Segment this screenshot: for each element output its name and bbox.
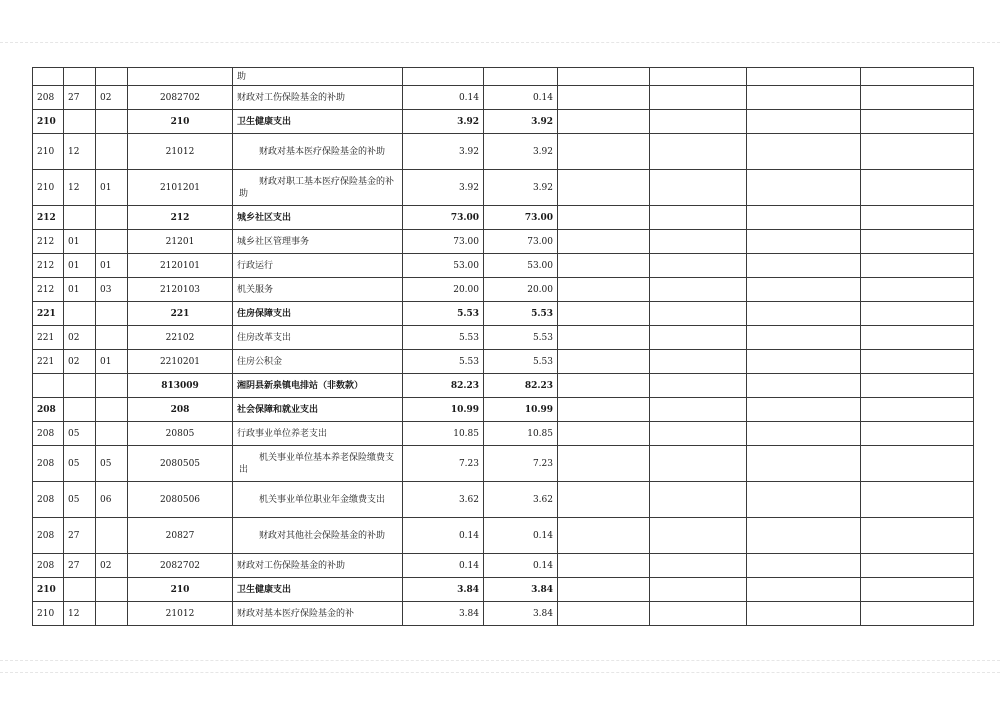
total-amount-cell: 7.23 [403,446,484,482]
empty-cell [650,278,747,302]
total-amount-cell: 53.00 [403,254,484,278]
item-code-cell: 01 [96,350,128,374]
item-code-cell: 03 [96,278,128,302]
subject-code-cell: 212 [128,206,233,230]
table-body [33,68,974,626]
empty-cell [650,110,747,134]
empty-cell [650,374,747,398]
empty-cell [558,302,650,326]
subject-name-cell: 财政对工伤保险基金的补助 [233,86,403,110]
subject-code-cell: 2120103 [128,278,233,302]
subject-name-cell: 城乡社区支出 [233,206,403,230]
empty-cell [558,422,650,446]
empty-cell [747,350,861,374]
empty-cell [861,86,974,110]
section-code-cell: 12 [64,170,96,206]
basic-expenditure-cell: 3.92 [484,170,558,206]
table-row [33,302,974,326]
class-code-cell: 210 [33,578,64,602]
empty-cell [558,134,650,170]
subject-code-cell: 21012 [128,602,233,626]
empty-cell [650,446,747,482]
subject-code-cell: 20805 [128,422,233,446]
empty-cell [747,230,861,254]
section-code-cell [64,206,96,230]
empty-cell [650,602,747,626]
subject-name-cell: 城乡社区管理事务 [233,230,403,254]
empty-cell [558,206,650,230]
item-code-cell: 02 [96,86,128,110]
item-code-cell [96,134,128,170]
empty-cell [861,398,974,422]
subject-name-cell: 住房公积金 [233,350,403,374]
table-row [33,326,974,350]
subject-code-cell: 2120101 [128,254,233,278]
empty-cell [861,446,974,482]
subject-name-cell: 卫生健康支出 [233,578,403,602]
subject-name-cell: 财政对职工基本医疗保险基金的补助 [233,170,403,206]
basic-expenditure-cell: 5.53 [484,326,558,350]
section-code-cell: 12 [64,134,96,170]
item-code-cell [96,206,128,230]
basic-expenditure-cell: 82.23 [484,374,558,398]
empty-cell [650,254,747,278]
empty-cell [558,578,650,602]
section-code-cell [64,374,96,398]
basic-expenditure-cell: 5.53 [484,302,558,326]
total-amount-cell: 3.92 [403,110,484,134]
subject-code-cell: 2101201 [128,170,233,206]
empty-cell [861,602,974,626]
table-row [33,518,974,554]
empty-cell [558,254,650,278]
class-code-cell: 208 [33,554,64,578]
section-code-cell: 27 [64,554,96,578]
subject-code-cell: 20827 [128,518,233,554]
empty-cell [747,602,861,626]
empty-cell [747,278,861,302]
class-code-cell: 208 [33,86,64,110]
empty-cell [650,230,747,254]
class-code-cell: 210 [33,110,64,134]
empty-cell [747,554,861,578]
empty-cell [558,326,650,350]
item-code-cell [96,302,128,326]
empty-cell [747,254,861,278]
class-code-cell: 212 [33,206,64,230]
subject-code-cell: 2082702 [128,554,233,578]
total-amount-cell: 0.14 [403,86,484,110]
empty-cell [558,350,650,374]
basic-expenditure-cell: 3.92 [484,110,558,134]
total-amount-cell: 73.00 [403,206,484,230]
empty-cell [747,326,861,350]
empty-cell [558,374,650,398]
section-code-cell: 02 [64,326,96,350]
empty-cell [650,170,747,206]
section-code-cell: 27 [64,518,96,554]
table-row [33,230,974,254]
scan-artifact-bottom-2 [0,672,1000,673]
basic-expenditure-cell: 3.84 [484,602,558,626]
empty-cell [650,302,747,326]
class-code-cell: 208 [33,398,64,422]
subject-code-cell: 221 [128,302,233,326]
table-row [33,254,974,278]
subject-code-cell: 210 [128,578,233,602]
table-row [33,170,974,206]
empty-cell [558,554,650,578]
table-row [33,350,974,374]
basic-expenditure-cell: 73.00 [484,230,558,254]
table-row [33,206,974,230]
item-code-cell [96,110,128,134]
class-code-cell: 210 [33,134,64,170]
total-amount-cell: 5.53 [403,326,484,350]
basic-expenditure-cell: 20.00 [484,278,558,302]
section-code-cell [64,302,96,326]
empty-cell [747,374,861,398]
empty-cell [861,110,974,134]
table-row [33,446,974,482]
item-code-cell [96,68,128,86]
empty-cell [861,350,974,374]
total-amount-cell [403,68,484,86]
total-amount-cell: 3.92 [403,134,484,170]
class-code-cell [33,68,64,86]
empty-cell [558,278,650,302]
total-amount-cell: 73.00 [403,230,484,254]
subject-name-cell: 机关服务 [233,278,403,302]
empty-cell [861,482,974,518]
class-code-cell: 210 [33,602,64,626]
empty-cell [861,230,974,254]
empty-cell [861,326,974,350]
class-code-cell: 208 [33,446,64,482]
empty-cell [650,422,747,446]
scan-artifact-bottom [0,660,1000,661]
basic-expenditure-cell: 3.62 [484,482,558,518]
empty-cell [558,446,650,482]
section-code-cell: 05 [64,446,96,482]
subject-name-cell: 行政运行 [233,254,403,278]
table-row [33,602,974,626]
empty-cell [747,110,861,134]
basic-expenditure-cell: 73.00 [484,206,558,230]
empty-cell [747,206,861,230]
subject-name-cell: 住房改革支出 [233,326,403,350]
item-code-cell [96,374,128,398]
empty-cell [558,86,650,110]
total-amount-cell: 5.53 [403,350,484,374]
empty-cell [861,302,974,326]
class-code-cell: 212 [33,230,64,254]
section-code-cell: 05 [64,422,96,446]
subject-name-cell: 湘阴县新泉镇电排站（非数款） [233,374,403,398]
table-row [33,68,974,86]
empty-cell [558,398,650,422]
class-code-cell: 212 [33,278,64,302]
table-row [33,278,974,302]
empty-cell [747,134,861,170]
basic-expenditure-cell: 0.14 [484,518,558,554]
basic-expenditure-cell: 3.84 [484,578,558,602]
table-row [33,482,974,518]
basic-expenditure-cell: 10.85 [484,422,558,446]
table-row [33,86,974,110]
total-amount-cell: 20.00 [403,278,484,302]
subject-name-cell: 财政对基本医疗保险基金的补 [233,602,403,626]
class-code-cell: 212 [33,254,64,278]
empty-cell [650,350,747,374]
subject-code-cell: 21201 [128,230,233,254]
total-amount-cell: 0.14 [403,518,484,554]
empty-cell [558,602,650,626]
basic-expenditure-cell: 0.14 [484,554,558,578]
empty-cell [747,446,861,482]
scan-artifact-top [0,42,1000,43]
empty-cell [650,578,747,602]
empty-cell [558,482,650,518]
section-code-cell [64,578,96,602]
subject-name-cell: 财政对工伤保险基金的补助 [233,554,403,578]
empty-cell [861,278,974,302]
subject-code-cell: 22102 [128,326,233,350]
empty-cell [650,86,747,110]
empty-cell [747,68,861,86]
section-code-cell: 01 [64,254,96,278]
empty-cell [861,554,974,578]
class-code-cell: 221 [33,302,64,326]
empty-cell [747,482,861,518]
section-code-cell: 27 [64,86,96,110]
basic-expenditure-cell: 53.00 [484,254,558,278]
item-code-cell [96,518,128,554]
item-code-cell: 06 [96,482,128,518]
empty-cell [558,230,650,254]
section-code-cell: 01 [64,230,96,254]
item-code-cell [96,230,128,254]
empty-cell [747,398,861,422]
subject-code-cell: 2082702 [128,86,233,110]
total-amount-cell: 3.84 [403,578,484,602]
class-code-cell: 208 [33,482,64,518]
total-amount-cell: 10.85 [403,422,484,446]
item-code-cell: 01 [96,254,128,278]
total-amount-cell: 0.14 [403,554,484,578]
subject-code-cell: 2080506 [128,482,233,518]
empty-cell [650,398,747,422]
empty-cell [650,554,747,578]
subject-code-cell: 208 [128,398,233,422]
subject-name-cell: 机关事业单位基本养老保险缴费支出 [233,446,403,482]
class-code-cell: 208 [33,518,64,554]
total-amount-cell: 82.23 [403,374,484,398]
basic-expenditure-cell [484,68,558,86]
empty-cell [861,170,974,206]
total-amount-cell: 3.84 [403,602,484,626]
section-code-cell [64,68,96,86]
subject-code-cell: 21012 [128,134,233,170]
table-row [33,578,974,602]
section-code-cell: 05 [64,482,96,518]
class-code-cell: 221 [33,326,64,350]
empty-cell [650,326,747,350]
empty-cell [558,518,650,554]
total-amount-cell: 10.99 [403,398,484,422]
empty-cell [861,374,974,398]
subject-name-cell: 卫生健康支出 [233,110,403,134]
empty-cell [747,170,861,206]
subject-name-cell: 住房保障支出 [233,302,403,326]
table-row [33,134,974,170]
empty-cell [558,110,650,134]
item-code-cell: 05 [96,446,128,482]
table-row [33,398,974,422]
empty-cell [747,422,861,446]
section-code-cell [64,398,96,422]
item-code-cell: 02 [96,554,128,578]
total-amount-cell: 3.62 [403,482,484,518]
empty-cell [861,578,974,602]
basic-expenditure-cell: 10.99 [484,398,558,422]
empty-cell [650,482,747,518]
empty-cell [747,302,861,326]
item-code-cell: 01 [96,170,128,206]
subject-name-cell: 机关事业单位职业年金缴费支出 [233,482,403,518]
budget-table [32,67,974,626]
empty-cell [861,206,974,230]
subject-name-cell: 财政对其他社会保险基金的补助 [233,518,403,554]
empty-cell [747,578,861,602]
subject-name-cell: 助 [233,68,403,86]
empty-cell [861,254,974,278]
empty-cell [650,518,747,554]
empty-cell [861,134,974,170]
subject-code-cell [128,68,233,86]
empty-cell [747,86,861,110]
item-code-cell [96,578,128,602]
total-amount-cell: 5.53 [403,302,484,326]
empty-cell [650,68,747,86]
section-code-cell: 02 [64,350,96,374]
basic-expenditure-cell: 7.23 [484,446,558,482]
subject-name-cell: 行政事业单位养老支出 [233,422,403,446]
total-amount-cell: 3.92 [403,170,484,206]
section-code-cell: 12 [64,602,96,626]
empty-cell [861,422,974,446]
item-code-cell [96,326,128,350]
item-code-cell [96,602,128,626]
table-row [33,554,974,578]
class-code-cell [33,374,64,398]
subject-code-cell: 2210201 [128,350,233,374]
empty-cell [558,170,650,206]
empty-cell [558,68,650,86]
subject-name-cell: 财政对基本医疗保险基金的补助 [233,134,403,170]
item-code-cell [96,422,128,446]
empty-cell [747,518,861,554]
empty-cell [650,134,747,170]
subject-name-cell: 社会保障和就业支出 [233,398,403,422]
table-row [33,374,974,398]
item-code-cell [96,398,128,422]
basic-expenditure-cell: 3.92 [484,134,558,170]
class-code-cell: 210 [33,170,64,206]
subject-code-cell: 210 [128,110,233,134]
table-row [33,110,974,134]
empty-cell [861,518,974,554]
table-row [33,422,974,446]
class-code-cell: 208 [33,422,64,446]
subject-code-cell: 813009 [128,374,233,398]
section-code-cell [64,110,96,134]
subject-code-cell: 2080505 [128,446,233,482]
class-code-cell: 221 [33,350,64,374]
empty-cell [861,68,974,86]
basic-expenditure-cell: 5.53 [484,350,558,374]
section-code-cell: 01 [64,278,96,302]
empty-cell [650,206,747,230]
basic-expenditure-cell: 0.14 [484,86,558,110]
